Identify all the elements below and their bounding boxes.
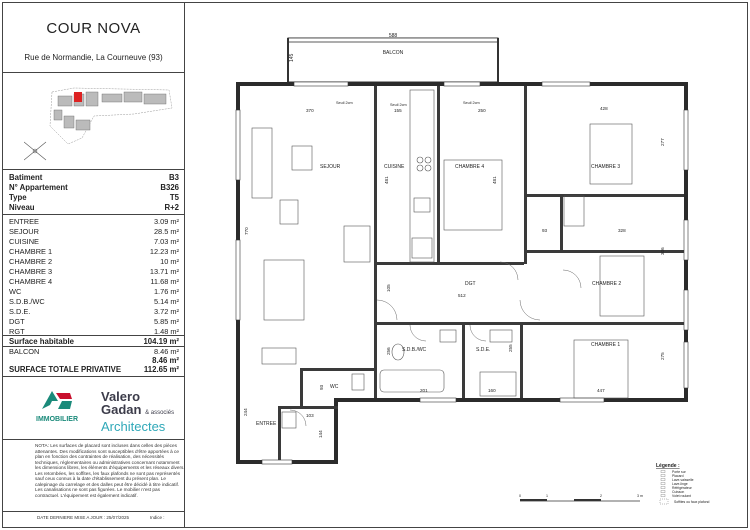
- dim-sdb-width: 201: [420, 388, 428, 393]
- room-label-sdbwc: S.D.B./WC: [402, 347, 427, 353]
- divider: [2, 72, 185, 73]
- project-address: Rue de Normandie, La Courneuve (93): [24, 53, 163, 62]
- legend-symbol: [661, 474, 665, 476]
- dim-rgt-width: 103: [306, 413, 314, 418]
- balcony-row: BALCON 8.46 m²: [9, 347, 179, 356]
- room-label-chambre4: CHAMBRE 4: [455, 164, 485, 170]
- dim-ch4-height: 481: [492, 176, 497, 184]
- balcony-total: 8.46 m²: [152, 356, 179, 365]
- surface-row: ENTREE 3.09 m²: [9, 217, 179, 226]
- interior-walls: [278, 86, 684, 460]
- room-label-chambre1: CHAMBRE 1: [591, 342, 621, 348]
- surface-row: CUISINE 7.03 m²: [9, 237, 179, 246]
- dimensions: [243, 106, 665, 438]
- legend-symbol: [661, 486, 665, 488]
- room-label-wc: WC: [330, 384, 339, 390]
- sill-note: Seuil 2cm: [336, 101, 353, 105]
- legend-symbol: [661, 478, 665, 480]
- dim-wc-height: 93: [542, 228, 548, 233]
- info-panel: COUR NOVA Rue de Normandie, La Courneuve (93) Surface habitable 104.19 m² BALCON 8.46 m² 8.46 m² SURFACE TOTALE PRIVATIVE 112.65 m² IMMOBILIER Valero Gadan & associés Architectes NOTA: Les surfaces de placard sont incluses dans celles des pièces attenantes. Des modifications sont susceptibles d'être apportées à ce plan en fonction des contraintes de réalisation, des nécessités techniques, réglementaires ou administratives concernant notamment les dimensions libres, les éléments d'équipements et les réseaux divers. Les retombées, les soffites, les faux plafonds ne sont pas représentés sauf ceux connus à la date d'établissement du présent plan. Le calepinage du carrelage et des dalles peut être décidé à titre indicatif. Les canalisations ne sont pas figurées. Le mobilier n'est pas contractuel. L'équipement est également indicatif. DATE DERNIERE MISE A JOUR : 25/07/2025 Indice : Batiment B3 N° Appartement B326 Type T5 Niveau R+2 ENTREE 3.09 m² SEJOUR 28.5 m² CUISINE 7.03 m² CHAMBRE 1 12.23 m² CHAMBRE 2 10 m² CHAMBRE 3 13.71 m² CHAMBRE 4 11.68 m² WC 1.76 m² S.D.B./WC 5.14 m² S.D.E. 3.72 m² DGT 5.85 m² RGT 1.48 m²: [2, 2, 185, 528]
- disclaimer-note: NOTA: Les surfaces de placard sont incluses dans celles des pièces attenantes. Des modifications sont susceptibles d'être apportées à ce plan en fonction des contraintes de réalisation, des nécessités techniques, réglementaires ou administratives concernant notamment les dimensions libres, les éléments d'équipements et les réseaux divers. Les retombées, les soffites, les faux plafonds ne sont pas représentés sauf ceux connus à la date d'établissement du présent plan. Le calepinage du carrelage et des dalles peut être décidé à titre indicatif. Les canalisations ne sont pas figurées. Le mobilier n'est pas contractuel. L'équipement est également indicatif.: [35, 443, 185, 498]
- balcony: [288, 38, 498, 82]
- dim-ch2-height: 306: [660, 247, 665, 255]
- legend-item: Placard: [672, 474, 684, 478]
- dim-sejour-width: 370: [306, 108, 314, 113]
- surface-row: S.D.E. 3.72 m²: [9, 307, 179, 316]
- sill-note: Seuil 2cm: [390, 103, 407, 107]
- legend-symbol: [661, 490, 665, 492]
- balcony-label: BALCON: [382, 50, 404, 56]
- dim-ch3-width: 428: [600, 106, 608, 111]
- dim-entree-height: 244: [243, 408, 248, 416]
- svg-text:3 m: 3 m: [637, 494, 643, 498]
- dim-cuisine-width: 155: [394, 108, 402, 113]
- surface-row: CHAMBRE 4 11.68 m²: [9, 277, 179, 286]
- dim-sdb-height: 256: [386, 347, 391, 355]
- detail-row: N° Appartement B326: [9, 183, 179, 192]
- dim-rgt-height: 144: [318, 430, 323, 438]
- room-label-chambre3: CHAMBRE 3: [591, 164, 621, 170]
- surface-row: RGT 1.48 m²: [9, 327, 179, 336]
- surface-row: CHAMBRE 2 10 m²: [9, 257, 179, 266]
- legend-item: Lave-vaisselle: [672, 478, 694, 482]
- total-surface-row: SURFACE TOTALE PRIVATIVE 112.65 m²: [9, 365, 179, 374]
- dim-ch4-width: 250: [478, 108, 486, 113]
- floor-plan: [185, 2, 748, 528]
- kitchen-fittings: [410, 90, 434, 262]
- dim-ch1-height: 275: [660, 352, 665, 360]
- dim-sde-height: 255: [508, 344, 513, 352]
- living-furniture: [252, 128, 370, 364]
- legend-item: Cuisson: [672, 490, 685, 494]
- surface-row: DGT 5.85 m²: [9, 317, 179, 326]
- surface-row: S.D.B./WC 5.14 m²: [9, 297, 179, 306]
- room-label-entree: ENTREE: [256, 421, 277, 427]
- dim-ch1-width: 447: [597, 388, 605, 393]
- divider: [2, 511, 185, 512]
- habitable-surface-row: Surface habitable 104.19 m²: [9, 337, 179, 346]
- dim-sde-width: 160: [488, 388, 496, 393]
- project-title: COUR NOVA: [46, 20, 141, 37]
- dim-dgt-width: 512: [458, 293, 466, 298]
- svg-text:2: 2: [600, 494, 602, 498]
- dim-ch2-width: 328: [618, 228, 626, 233]
- svg-text:0: 0: [519, 494, 521, 498]
- surface-row: CHAMBRE 1 12.23 m²: [9, 247, 179, 256]
- room-label-chambre2: CHAMBRE 2: [592, 281, 622, 287]
- room-label-cuisine: CUISINE: [384, 164, 405, 170]
- dim-wc-width: 93: [319, 384, 324, 390]
- revision-index: Indice :: [150, 515, 165, 520]
- legend-item: Réfrigérateur: [672, 486, 692, 490]
- architect-logo: Valero Gadan & associés Architectes: [101, 389, 175, 434]
- surface-row: CHAMBRE 3 13.71 m²: [9, 267, 179, 276]
- detail-row: Type T5: [9, 193, 179, 202]
- room-label-sejour: SEJOUR: [320, 164, 341, 170]
- svg-text:1: 1: [546, 494, 548, 498]
- detail-row: Batiment B3: [9, 173, 179, 182]
- bathroom-fittings: [282, 330, 516, 428]
- legend-symbol: [661, 482, 665, 484]
- legend-item: Lave-linge: [672, 482, 688, 486]
- legend-item: Porte sur: [672, 470, 686, 474]
- legend-item: Volet roulant: [672, 494, 691, 498]
- legend-symbol: [661, 494, 665, 496]
- dim-dgt-height: 105: [386, 284, 391, 292]
- sill-note: Seuil 2cm: [463, 101, 480, 105]
- surface-row: SEJOUR 28.5 m²: [9, 227, 179, 236]
- dim-sejour-height: 770: [244, 227, 249, 235]
- legend-title: Légende :: [656, 463, 680, 469]
- room-label-dgt: DGT: [465, 281, 476, 287]
- legend-symbol: [661, 470, 665, 472]
- dim-cuisine-height: 481: [384, 176, 389, 184]
- divider: [2, 439, 185, 440]
- divider: [2, 169, 185, 170]
- legend: [656, 463, 709, 504]
- divider: [2, 214, 185, 215]
- legend-footnote: Soffites ou faux plafond: [674, 500, 710, 504]
- bank-logo-icon: [40, 387, 74, 411]
- dim-balcony-depth: 145: [289, 53, 295, 62]
- dim-ch3-height: 277: [660, 138, 665, 146]
- key-plan-map: [24, 86, 174, 164]
- update-date: DATE DERNIERE MISE A JOUR : 25/07/2025: [37, 515, 129, 520]
- dim-balcony-width: 588: [388, 33, 398, 39]
- scale-bar: [519, 494, 643, 501]
- room-label-sde: S.D.E.: [476, 347, 491, 353]
- divider: [2, 376, 185, 377]
- detail-row: Niveau R+2: [9, 203, 179, 212]
- surface-row: WC 1.76 m²: [9, 287, 179, 296]
